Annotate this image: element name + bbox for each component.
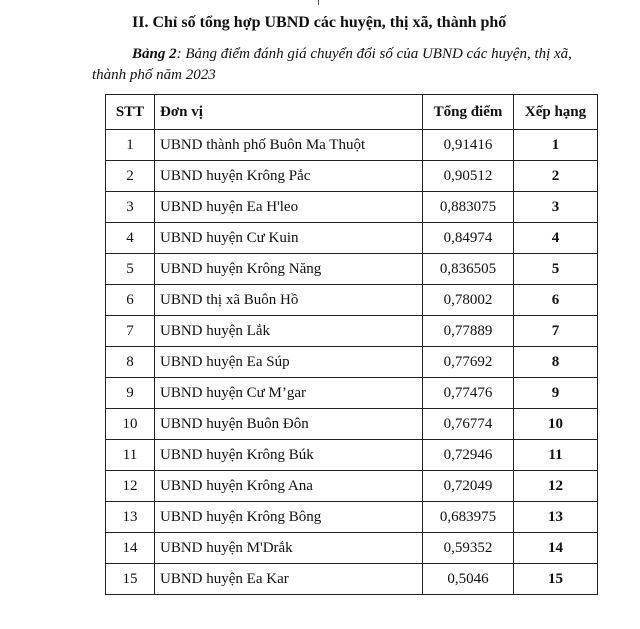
section-title: II. Chỉ số tổng hợp UBND các huyện, thị xã, thành phố xyxy=(132,14,507,31)
cell-stt: 4 xyxy=(106,223,155,254)
table-row xyxy=(106,347,598,378)
cell-rank: 12 xyxy=(514,471,598,502)
cell-score: 0,683975 xyxy=(423,502,514,533)
cell-unit: UBND huyện Krông Bông xyxy=(155,502,423,533)
cell-score: 0,77692 xyxy=(423,347,514,378)
caption-text: : Bảng điểm đánh giá chuyển đổi số của UBND các huyện, thị xã, thành phố năm 2023 xyxy=(92,46,572,83)
header-stt: STT xyxy=(106,95,155,130)
cell-rank: 3 xyxy=(514,192,598,223)
cell-rank: 9 xyxy=(514,378,598,409)
cell-unit: UBND thị xã Buôn Hồ xyxy=(155,285,423,316)
cell-unit: UBND huyện Cư M’gar xyxy=(155,378,423,409)
cell-rank: 8 xyxy=(514,347,598,378)
score-table xyxy=(105,94,598,595)
caption-label: Bảng 2 xyxy=(132,46,177,62)
table-row xyxy=(106,316,598,347)
cell-unit: UBND huyện M'Drắk xyxy=(155,533,423,564)
cell-stt: 13 xyxy=(106,502,155,533)
cell-stt: 1 xyxy=(106,130,155,161)
table-row xyxy=(106,378,598,409)
cell-score: 0,77476 xyxy=(423,378,514,409)
cell-rank: 13 xyxy=(514,502,598,533)
table-row xyxy=(106,192,598,223)
cell-stt: 12 xyxy=(106,471,155,502)
cell-score: 0,72946 xyxy=(423,440,514,471)
cell-score: 0,76774 xyxy=(423,409,514,440)
cell-stt: 9 xyxy=(106,378,155,409)
cell-unit: UBND huyện Ea Kar xyxy=(155,564,423,595)
table-row xyxy=(106,285,598,316)
cell-unit: UBND huyện Cư Kuin xyxy=(155,223,423,254)
cell-stt: 11 xyxy=(106,440,155,471)
cell-score: 0,883075 xyxy=(423,192,514,223)
table-row xyxy=(106,471,598,502)
header-rank: Xếp hạng xyxy=(514,95,598,130)
cell-rank: 15 xyxy=(514,564,598,595)
cell-rank: 5 xyxy=(514,254,598,285)
table-row xyxy=(106,254,598,285)
table-row xyxy=(106,440,598,471)
table-row xyxy=(106,409,598,440)
cell-unit: UBND thành phố Buôn Ma Thuột xyxy=(155,130,423,161)
cell-score: 0,90512 xyxy=(423,161,514,192)
cell-score: 0,59352 xyxy=(423,533,514,564)
table-caption xyxy=(92,44,602,86)
cell-stt: 2 xyxy=(106,161,155,192)
cell-stt: 14 xyxy=(106,533,155,564)
table-row xyxy=(106,161,598,192)
cell-rank: 4 xyxy=(514,223,598,254)
table-header-row xyxy=(106,95,598,130)
cell-unit: UBND huyện Krông Búk xyxy=(155,440,423,471)
table-row xyxy=(106,564,598,595)
cell-unit: UBND huyện Krông Pắc xyxy=(155,161,423,192)
cell-stt: 10 xyxy=(106,409,155,440)
page-edge-mark xyxy=(318,0,319,5)
cell-score: 0,77889 xyxy=(423,316,514,347)
cell-unit: UBND huyện Ea H'leo xyxy=(155,192,423,223)
cell-unit: UBND huyện Lắk xyxy=(155,316,423,347)
cell-stt: 8 xyxy=(106,347,155,378)
cell-unit: UBND huyện Buôn Đôn xyxy=(155,409,423,440)
cell-rank: 14 xyxy=(514,533,598,564)
cell-unit: UBND huyện Ea Súp xyxy=(155,347,423,378)
cell-score: 0,78002 xyxy=(423,285,514,316)
cell-stt: 6 xyxy=(106,285,155,316)
cell-stt: 7 xyxy=(106,316,155,347)
cell-score: 0,84974 xyxy=(423,223,514,254)
cell-rank: 2 xyxy=(514,161,598,192)
cell-score: 0,72049 xyxy=(423,471,514,502)
cell-unit: UBND huyện Krông Ana xyxy=(155,471,423,502)
cell-stt: 15 xyxy=(106,564,155,595)
table-row xyxy=(106,533,598,564)
cell-rank: 6 xyxy=(514,285,598,316)
cell-rank: 11 xyxy=(514,440,598,471)
table-row xyxy=(106,223,598,254)
cell-rank: 7 xyxy=(514,316,598,347)
table-row xyxy=(106,502,598,533)
table-row xyxy=(106,130,598,161)
cell-unit: UBND huyện Krông Năng xyxy=(155,254,423,285)
cell-score: 0,91416 xyxy=(423,130,514,161)
cell-rank: 1 xyxy=(514,130,598,161)
cell-score: 0,5046 xyxy=(423,564,514,595)
cell-score: 0,836505 xyxy=(423,254,514,285)
header-unit: Đơn vị xyxy=(155,95,423,130)
cell-stt: 3 xyxy=(106,192,155,223)
header-score: Tổng điểm xyxy=(423,95,514,130)
cell-stt: 5 xyxy=(106,254,155,285)
cell-rank: 10 xyxy=(514,409,598,440)
